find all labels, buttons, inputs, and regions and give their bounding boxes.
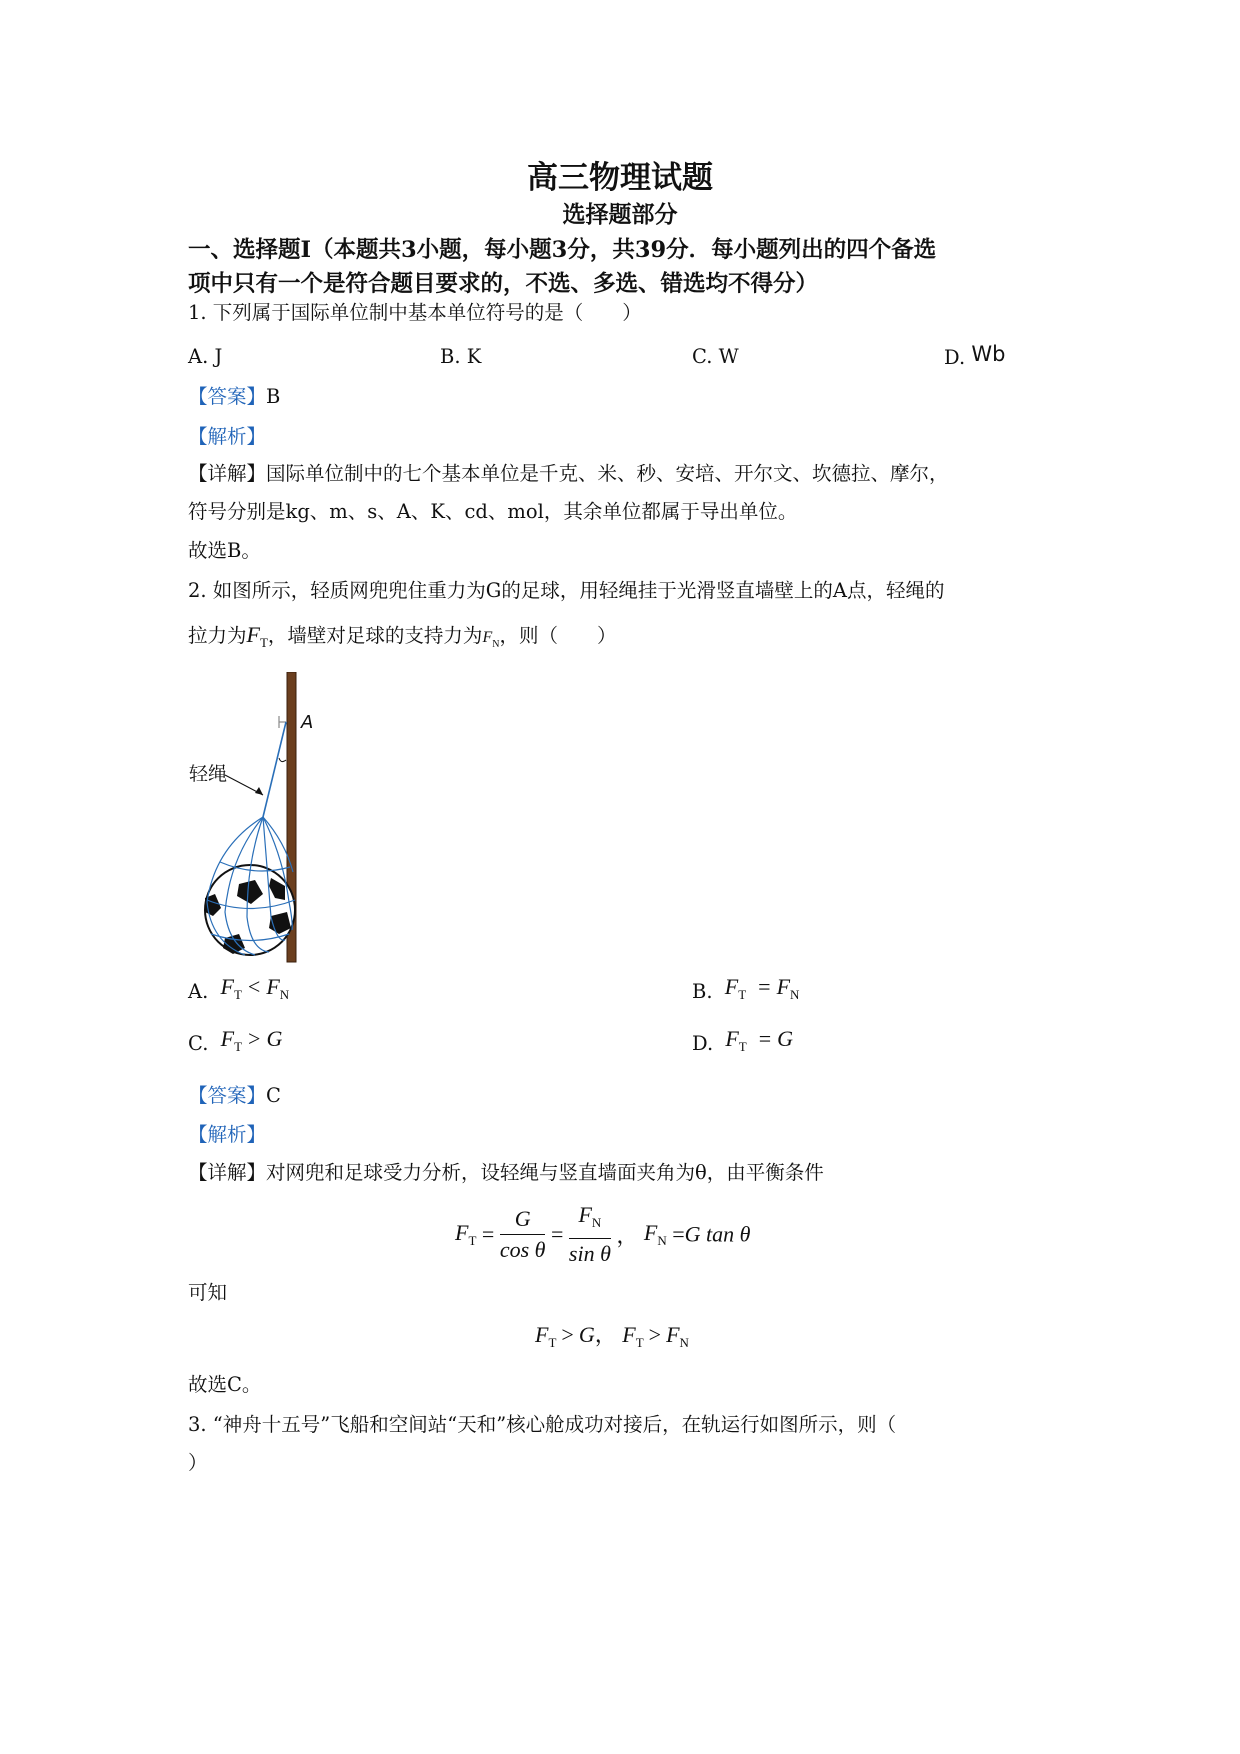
- q2-option-a-expr: [220, 974, 290, 1002]
- page-subtitle: 选择题部分: [562, 201, 678, 228]
- q1-detail-line2: 符号分别是kg、m、s、A、K、cd、mol，其余单位都属于导出单位。: [188, 500, 798, 523]
- greater-sign-2: >: [648, 1322, 662, 1347]
- q2-option-b-expr: [724, 974, 800, 1002]
- q2-option-d-expr: [725, 1026, 794, 1054]
- q1-detail-text1: 国际单位制中的七个基本单位是千克、米、秒、安培、开尔文、坎德拉、摩尔，: [266, 462, 949, 485]
- q2-option-b: [692, 974, 800, 1007]
- q2-analysis-label: 【解析】: [188, 1123, 267, 1146]
- q2-stem-pre: 拉力为: [188, 624, 247, 647]
- ft-subscript: T: [233, 987, 242, 1002]
- q2-option-d-letter: D.: [692, 1032, 714, 1055]
- equals-sign-2: =: [550, 1221, 564, 1247]
- q2-stem-line1: 2. 如图所示，轻质网兜兜住重力为G的足球，用轻绳挂于光滑竖直墙壁上的A点，轻绳的: [188, 579, 945, 602]
- q1-option-b-text: K: [466, 345, 482, 368]
- g-tan-theta: G tan θ: [684, 1221, 751, 1247]
- q1-option-d: [944, 342, 1006, 369]
- fn-symbol: F: [578, 1202, 592, 1227]
- q2-option-b-letter: B.: [692, 980, 713, 1003]
- section-heading-line2: 项中只有一个是符合题目要求的，不选、多选、错选均不得分）: [188, 271, 819, 297]
- q1-option-b: [440, 345, 481, 368]
- formula-separator: ，: [594, 1322, 617, 1347]
- fn-symbol: F: [482, 629, 493, 646]
- q1-detail-line1: [188, 461, 949, 487]
- fn-subscript: N: [591, 1215, 602, 1230]
- equals-sign-1: =: [481, 1221, 495, 1247]
- formula-conclusion: [535, 1318, 689, 1351]
- fn-subscript: N: [279, 987, 290, 1002]
- q1-option-b-letter: B.: [440, 345, 461, 368]
- fn-subscript: N: [790, 987, 800, 1002]
- ft-subscript: T: [468, 1233, 477, 1248]
- q2-stem-post: ，则（ ）: [499, 624, 617, 647]
- q2-conclusion: 故选C。: [188, 1373, 262, 1396]
- fraction-fn-over-sin: [569, 1200, 611, 1269]
- relation-op: >: [248, 1026, 261, 1051]
- ft-symbol: F: [220, 1026, 235, 1051]
- ft-symbol: F: [246, 622, 260, 647]
- frac2-denominator: sin θ: [568, 1241, 611, 1266]
- q2-stem-fn: [482, 629, 500, 650]
- ft-subscript: T: [259, 635, 268, 650]
- point-a-label: A: [301, 712, 314, 733]
- ft-symbol: F: [622, 1322, 636, 1347]
- fn-symbol: F: [643, 1220, 658, 1245]
- frac1-numerator: G: [500, 1204, 546, 1235]
- ft-subscript: T: [738, 987, 747, 1002]
- relation-op: <: [247, 974, 261, 999]
- ft-symbol: F: [725, 1026, 739, 1051]
- q1-option-d-letter: D.: [944, 346, 966, 369]
- answer-label: 【答案】: [188, 1084, 267, 1107]
- q2-answer-value: C: [266, 1084, 281, 1107]
- frac1-denominator: cos θ: [499, 1237, 546, 1262]
- ft-subscript: T: [635, 1335, 644, 1350]
- q2-answer: [188, 1083, 281, 1109]
- rope: [263, 722, 286, 817]
- answer-label: 【答案】: [188, 385, 267, 408]
- q2-detail-line1: [188, 1160, 824, 1186]
- detail-label: 【详解】: [188, 1161, 267, 1184]
- fn-symbol: F: [776, 974, 791, 999]
- formula-equilibrium: [455, 1200, 750, 1269]
- fn-subscript: N: [657, 1233, 667, 1248]
- q1-option-c: [692, 345, 739, 368]
- ft-subscript: T: [548, 1335, 557, 1350]
- section-heading-line1: 一、选择题Ⅰ（本题共3小题，每小题3分，共39分．每小题列出的四个备选: [188, 237, 937, 263]
- fn-subscript: N: [679, 1335, 689, 1350]
- g-symbol: G: [578, 1322, 595, 1347]
- q2-knowable: 可知: [188, 1281, 228, 1304]
- q3-stem-line1: 3. “神舟十五号”飞船和空间站“天和”核心舱成功对接后，在轨运行如图所示，则（: [188, 1413, 897, 1436]
- ft-symbol: F: [220, 974, 234, 999]
- relation-op: =: [758, 974, 771, 999]
- q1-option-d-text: Wb: [971, 342, 1006, 366]
- q2-option-a: [188, 974, 290, 1007]
- q1-option-a-text: J: [214, 345, 223, 368]
- ft-symbol: F: [455, 1220, 469, 1245]
- q3-stem-line2: ）: [188, 1451, 208, 1474]
- equals-sign-3: =: [672, 1221, 685, 1247]
- angle-arc: [279, 758, 286, 762]
- q1-answer: [188, 384, 280, 410]
- ft-subscript: T: [738, 1039, 747, 1054]
- q1-option-c-letter: C.: [692, 345, 713, 368]
- fraction-g-over-cos: [500, 1204, 546, 1265]
- q2-stem-ft: [246, 622, 268, 650]
- page-title: 高三物理试题: [527, 160, 713, 196]
- formula-separator: ，: [616, 1223, 639, 1248]
- q2-stem-line2: [188, 622, 616, 658]
- q2-option-c-expr: [220, 1026, 283, 1054]
- q1-option-a-letter: A.: [188, 345, 209, 368]
- q1-answer-value: B: [266, 385, 281, 408]
- q2-stem-mid: ，墙壁对足球的支持力为: [267, 624, 483, 647]
- ball-net-figure: [185, 672, 315, 972]
- q2-option-c-letter: C.: [188, 1032, 209, 1055]
- q2-detail-text1: 对网兜和足球受力分析，设轻绳与竖直墙面夹角为θ，由平衡条件: [266, 1161, 824, 1184]
- fn-subscript: N: [492, 639, 500, 650]
- fn-symbol: F: [666, 1322, 680, 1347]
- q1-stem: 1. 下列属于国际单位制中基本单位符号的是（ ）: [188, 301, 642, 324]
- fn-symbol: F: [266, 974, 280, 999]
- q2-option-d: [692, 1026, 794, 1059]
- g-symbol: G: [266, 1026, 283, 1051]
- q2-option-a-letter: A.: [188, 980, 209, 1003]
- g-symbol: G: [777, 1026, 794, 1051]
- q1-analysis-label: 【解析】: [188, 425, 267, 448]
- q1-option-c-text: W: [718, 345, 739, 368]
- q1-option-a: [188, 345, 222, 368]
- rope-label: 轻绳: [189, 763, 228, 785]
- frac2-numerator: [569, 1200, 611, 1239]
- q1-conclusion: 故选B。: [188, 539, 261, 562]
- ft-subscript: T: [234, 1039, 243, 1054]
- relation-op: =: [758, 1026, 772, 1051]
- ft-symbol: F: [535, 1322, 549, 1347]
- detail-label: 【详解】: [188, 462, 267, 485]
- greater-sign-1: >: [561, 1322, 574, 1347]
- ft-symbol: F: [724, 974, 739, 999]
- q2-option-c: [188, 1026, 283, 1059]
